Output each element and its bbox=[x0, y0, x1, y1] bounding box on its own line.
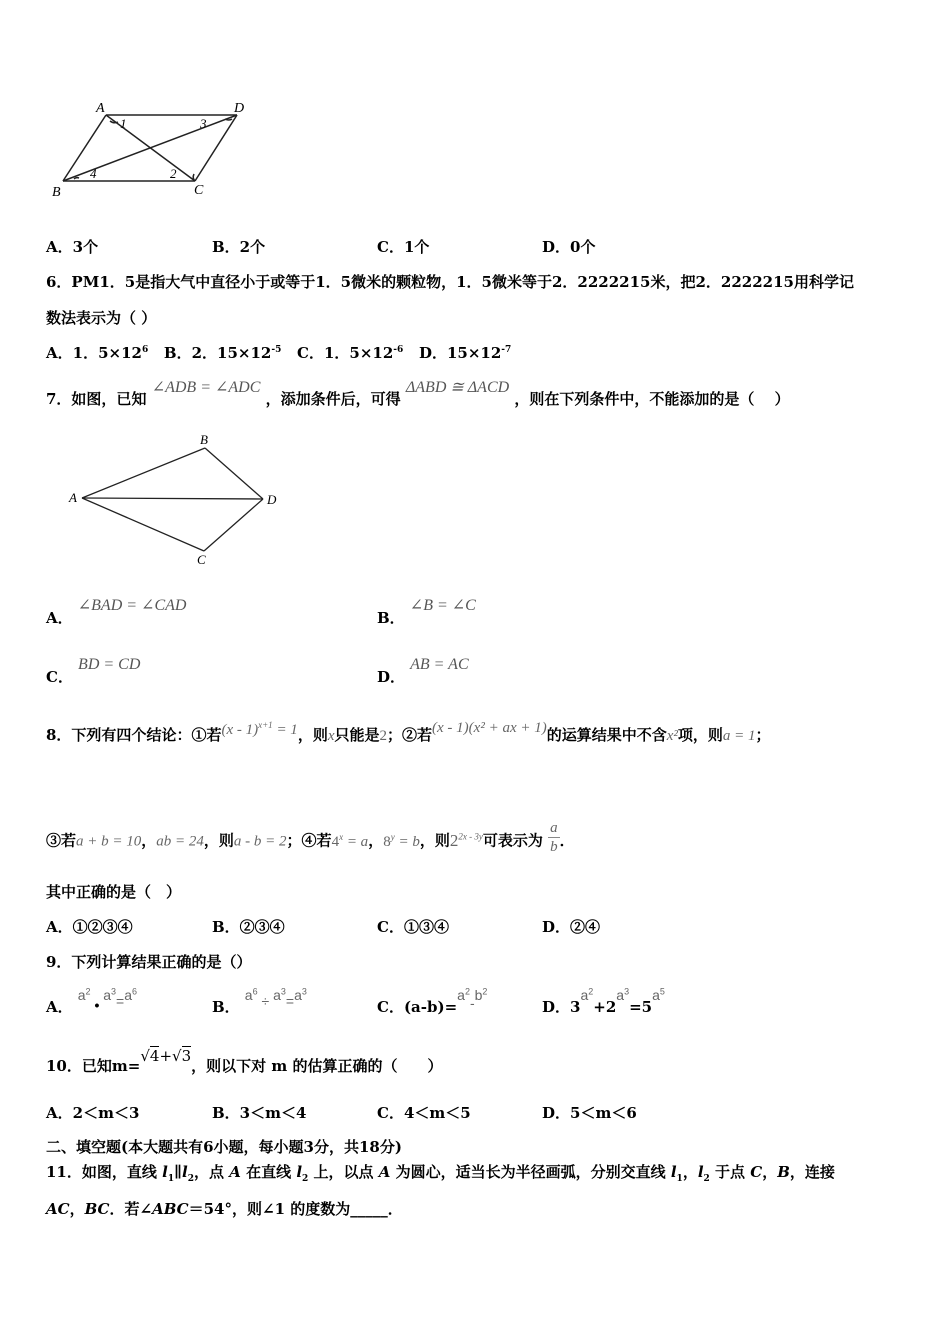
q7-option-d[interactable]: D． AB = AC bbox=[377, 656, 469, 686]
q7-kite-figure bbox=[64, 428, 294, 568]
q5-option-b[interactable]: B．2个 bbox=[212, 238, 266, 256]
q7-option-c[interactable]: C． BD = CD bbox=[46, 656, 141, 686]
q5-label-B: B bbox=[52, 185, 61, 200]
q8-ask: 其中正确的是（ ） bbox=[46, 883, 182, 901]
q5-label-C: C bbox=[194, 183, 204, 198]
q7-label-C: C bbox=[197, 552, 206, 567]
q7-option-b[interactable]: B． ∠B = ∠C bbox=[377, 597, 476, 627]
q9-option-a[interactable]: A． $a^2$ • $a^3=a^6$ bbox=[46, 986, 138, 1016]
q5-option-d[interactable]: D．0个 bbox=[542, 238, 596, 256]
q8-fraction: $\frac{a}{b}$ bbox=[550, 820, 558, 855]
q5-angle-2: 2 bbox=[170, 166, 177, 181]
q7-label-B: B bbox=[200, 432, 208, 447]
q10-option-b[interactable]: B．3＜m＜4 bbox=[212, 1104, 307, 1122]
q6-option-a[interactable]: A．1．$5\times 12^6$ bbox=[46, 344, 149, 362]
q7-option-a[interactable]: A． ∠BAD = ∠CAD bbox=[46, 597, 187, 627]
q9-option-d[interactable]: D．$3a^2+2a^3=5a^5$ bbox=[542, 986, 665, 1016]
q5-angle-3: 3 bbox=[200, 116, 207, 131]
q11-answer-blank[interactable]: _____ bbox=[350, 1200, 388, 1218]
q5-parallelogram-figure bbox=[44, 94, 259, 204]
q11-stem-line2: AC，BC．若∠ABC＝54°，则∠1 的度数为_____． bbox=[46, 1200, 403, 1218]
q7-stem: 7．如图，已知 ∠ADB = ∠ADC ，添加条件后，可得 ΔABD ≅ ΔACD ，则在下列条件中，不能添加的是（ ） bbox=[46, 379, 790, 408]
q8-stem-line2: ③若a + b = 10，ab = 24，则a - b = 2；④若$4^x = a$，$8^y = b$，则$2^{2x - 3y}$可表示为 $\frac{a}{b}$ ． bbox=[46, 820, 575, 855]
q8-option-a[interactable]: A．①②③④ bbox=[46, 918, 133, 936]
q10-option-c[interactable]: C．4＜m＜5 bbox=[377, 1104, 471, 1122]
q8-option-d[interactable]: D．②④ bbox=[542, 918, 601, 936]
q5-option-c[interactable]: C．1个 bbox=[377, 238, 430, 256]
q6-options bbox=[46, 342, 511, 363]
q5-label-D: D bbox=[234, 101, 245, 116]
q5-angle-4: 4 bbox=[90, 166, 97, 181]
section-2-heading: 二、填空题(本大题共有6小题，每小题3分，共18分) bbox=[46, 1138, 402, 1156]
q10-option-a[interactable]: A．2＜m＜3 bbox=[46, 1104, 140, 1122]
q9-option-b[interactable]: B． $a^6 \div a^3=a^3$ bbox=[212, 986, 307, 1016]
q8-option-b[interactable]: B．②③④ bbox=[212, 918, 285, 936]
q10-stem: 10．已知m=√4+√3，则以下对 m 的估算正确的（ ） bbox=[46, 1047, 443, 1075]
q5-label-A: A bbox=[96, 101, 105, 116]
q5-option-a[interactable]: A．3个 bbox=[46, 238, 99, 256]
q6-stem-line2: 数法表示为（ ） bbox=[46, 309, 157, 327]
q7-math-congruent: ΔABD ≅ ΔACD bbox=[405, 379, 510, 396]
q10-radical-expr: √4+√3 bbox=[140, 1047, 192, 1065]
q10-option-d[interactable]: D．5＜m＜6 bbox=[542, 1104, 637, 1122]
q11-stem-line1: 11．如图，直线 $l_1\parallel l_2$，点 A 在直线 $l_2$ 上，以点 A 为圆心，适当长为半径画弧，分别交直线 $l_1$，$l_2$ 于点 C，B，连接 bbox=[46, 1163, 835, 1184]
q8-option-c[interactable]: C．①③④ bbox=[377, 918, 449, 936]
q7-math-given: ∠ADB = ∠ADC bbox=[151, 379, 261, 396]
q7-label-A: A bbox=[69, 490, 77, 505]
q6-option-c[interactable]: C．1．$5\times 12^{-6}$ bbox=[297, 344, 404, 362]
q6-stem-line1: 6．PM1．5是指大气中直径小于或等于1．5微米的颗粒物，1．5微米等于2．2222215米，把2．2222215用科学记 bbox=[46, 273, 854, 291]
q8-stem-line1: 8．下列有四个结论：①若(x - 1)$^{x+1}$ = 1，则x只能是2；②若(x - 1)(x² + ax + 1)的运算结果中不含x²项，则a = 1； bbox=[46, 720, 771, 744]
q6-option-b[interactable]: B．2．$15\times 12^{-5}$ bbox=[163, 344, 282, 362]
q7-label-D: D bbox=[267, 492, 277, 507]
q9-stem: 9．下列计算结果正确的是（） bbox=[46, 953, 252, 971]
q6-option-d[interactable]: D．$15\times 12^{-7}$ bbox=[418, 344, 512, 362]
q5-angle-1: 1 bbox=[120, 116, 127, 131]
q9-option-c[interactable]: C．$(a-b)=a^2-b^2$ bbox=[377, 986, 488, 1016]
